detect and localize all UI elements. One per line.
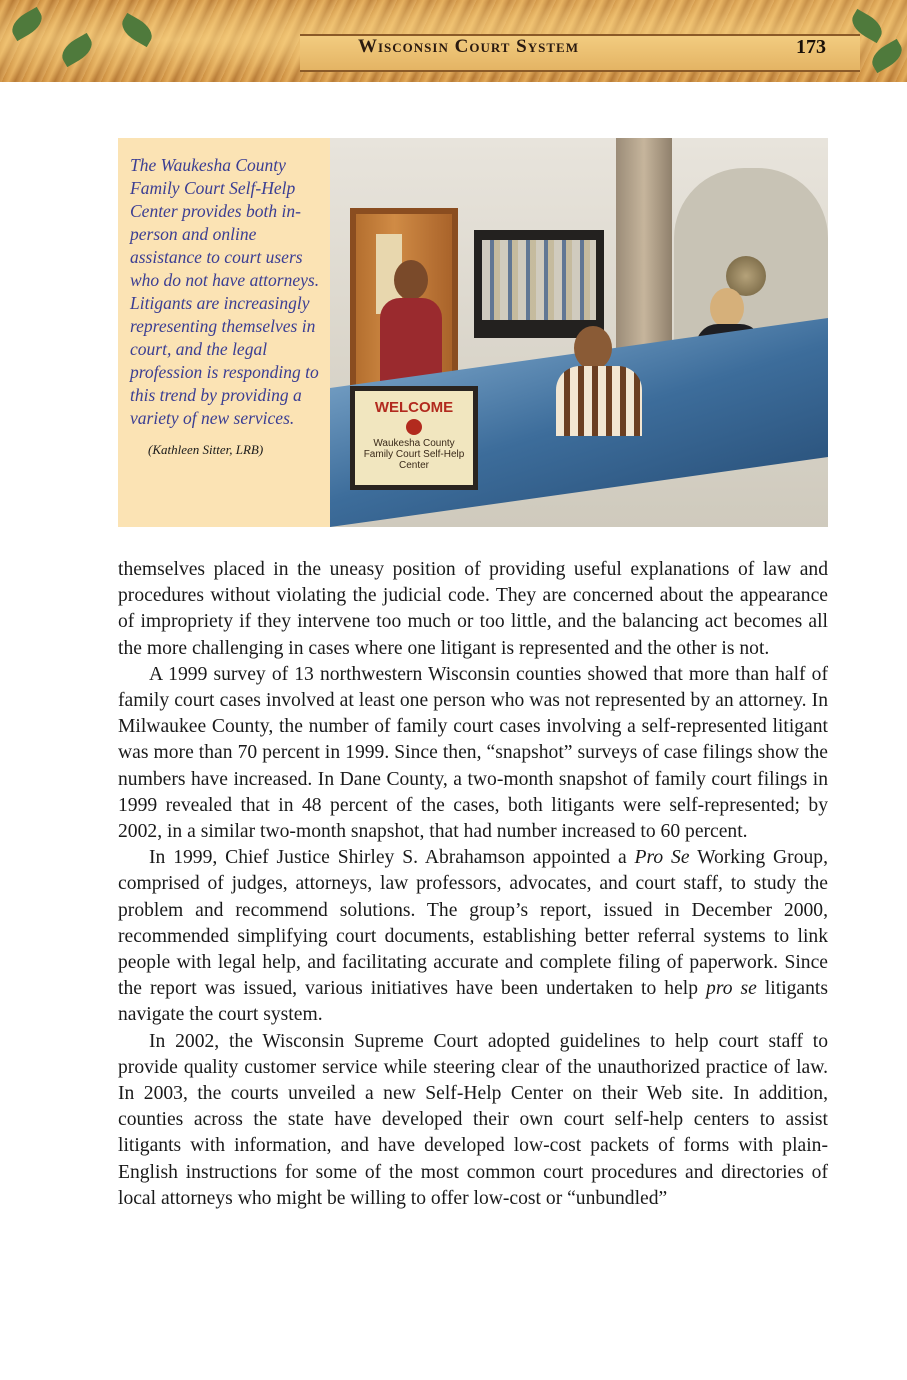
sign-center-name: Waukesha County Family Court Self-Help Center — [363, 438, 465, 471]
article-body — [118, 557, 828, 1212]
pro-se-italic: pro se — [706, 978, 757, 1000]
body-paragraph-3-text: litigants navigate the court system. — [118, 978, 828, 1026]
photo-caption-box — [118, 138, 330, 527]
page-number: 173 — [796, 36, 826, 58]
photo-brochure-rack — [474, 230, 604, 338]
body-paragraph-3-text: In 1999, Chief Justice Shirley S. Abrahamson appointed a — [149, 847, 635, 869]
pro-se-italic: Pro Se — [634, 847, 690, 869]
body-paragraph-4: In 2002, the Wisconsin Supreme Court adopted guidelines to help court staff to provide quality customer service while steering clear of the unauthorized practice of law. In 2003, the courts unveiled a new Self-Help Center on their Web site. In addition, counties across the state have developed their own court self-help centers to assist litigants with information, and have developed low-cost packets of forms with plain-English instructions for some of the most common court procedures and directories of local attorneys who might be willing to offer low-cost or “unbundled” — [118, 1030, 828, 1209]
body-paragraph-1: themselves placed in the uneasy position of providing useful explanations of law and procedures without violating the judicial code. They are concerned about the appearance of impropriety if they intervene too much or too little, and the balancing act becomes all the more challenging in cases where one litigant is represented and the other is not. — [118, 559, 828, 659]
county-emblem-icon — [406, 419, 422, 435]
body-paragraph-3-text: Working Group, comprised of judges, attorneys, law professors, advocates, and court staff, to study the problem and recommend solutions. The group’s report, issued in December 2000, recommended simplifying court documents, establishing better referral systems to link people with legal help, and facilitating accurate and complete filing of paperwork. Since the report was issued, various initiatives have been undertaken to help — [118, 847, 828, 1000]
oak-leaf-icon — [867, 39, 906, 73]
caption-text: The Waukesha County Family Court Self-Help Center provides both in-person and online assistance to court users who do not have attorneys. Litigants are increasingly representing themselves in court, and the legal profession is responding to this trend by providing a variety of new services. — [130, 155, 320, 428]
body-paragraph-2: A 1999 survey of 13 northwestern Wisconsin counties showed that more than half of family court cases involved at least one person who was not represented by an attorney. In Milwaukee County, the number of family court cases involving a self-represented litigant was more than 70 percent in 1999. Since then, “snapshot” surveys of case filings show the numbers have increased. In Dane County, a two-month snapshot of family court filings in 1999 revealed that in 48 percent of the cases, both litigants were self-represented; by 2002, in a similar two-month snapshot, that had number increased to 60 percent. — [118, 663, 828, 843]
photo-person-seated — [552, 326, 642, 436]
header-banner — [0, 0, 907, 82]
sign-welcome-text: WELCOME — [374, 399, 454, 416]
self-help-center-photo — [330, 138, 828, 527]
body-paragraph-3 — [118, 845, 828, 1028]
photo-credit: (Kathleen Sitter, LRB) — [148, 442, 264, 457]
photo-welcome-sign — [350, 386, 478, 490]
running-header-title: Wisconsin Court System — [358, 36, 579, 57]
